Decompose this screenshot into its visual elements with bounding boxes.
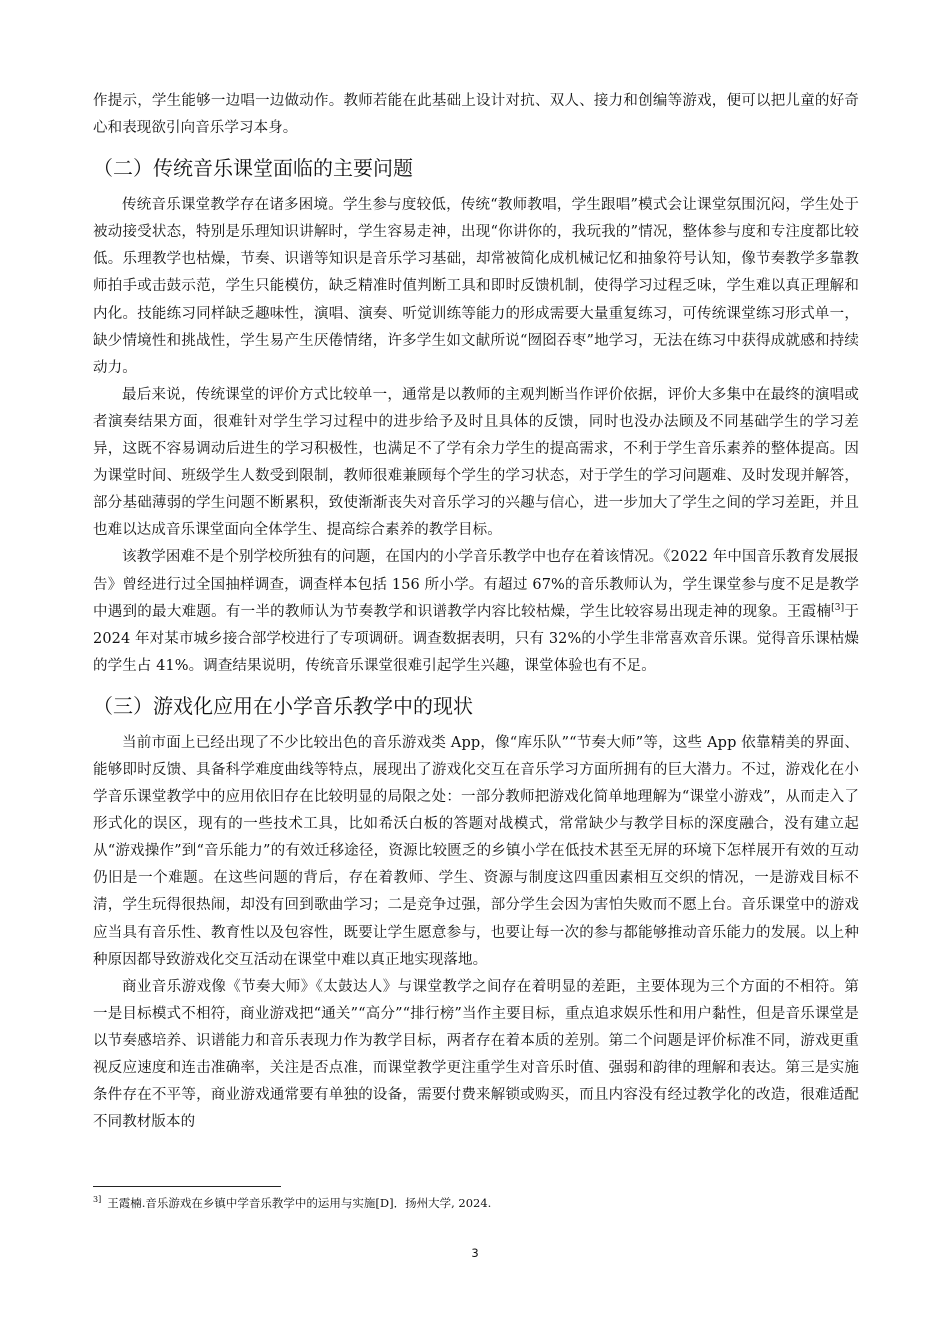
footnote-separator bbox=[93, 1186, 281, 1187]
body-text bbox=[93, 88, 859, 1136]
section-heading-3: （三）游戏化应用在小学音乐教学中的现状 bbox=[93, 693, 473, 718]
footnote-text: 王霞楠.音乐游戏在乡镇中学音乐教学中的运用与实施[D]．扬州大学, 2024. bbox=[107, 1196, 492, 1210]
footnote-reference[interactable]: [3] bbox=[831, 602, 845, 613]
section-heading-2: （二）传统音乐课堂面临的主要问题 bbox=[93, 156, 413, 181]
footnote bbox=[93, 1194, 859, 1212]
paragraph-status: 当前市面上已经出现了不少比较出色的音乐游戏类 App，像“库乐队”“节奏大师”等，这些 App 依靠精美的界面、能够即时反馈、具备科学难度曲线等特点，展现出了游戏化交互在音乐学习方面所拥有的巨大潜力。不过，游戏化在小学音乐课堂教学中的应用依旧存在比较明显的局限之处：一部分教师把游戏化简单地理解为“课堂小游戏”，从而走入了形式化的误区，现有的一些技术工具，比如希沃白板的答题对战模式，常常缺少与教学目标的深度融合，没有建立起从“游戏操作”到“音乐能力”的有效迁移途径，资源比较匮乏的乡镇小学在低技术甚至无屏的环境下怎样展开有效的互动仍旧是一个难题。在这些问题的背后，存在着教师、学生、资源与制度这四重因素相互交织的情况，一是游戏目标不清，学生玩得很热闹，却没有回到歌曲学习；二是竞争过强，部分学生会因为害怕失败而不愿上台。音乐课堂中的游戏应当具有音乐性、教育性以及包容性，既要让学生愿意参与，也要让每一次的参与都能够推动音乐能力的发展。以上种种原因都导致游戏化交互活动在课堂中难以真正地实现落地。 bbox=[93, 734, 859, 968]
survey-text-part2: 于 2024 年对某市城乡接合部学校进行了专项调研。调查数据表明，只有 32%的小学生非常喜欢音乐课。觉得音乐课枯燥的学生占 41%。调查结果说明，传统音乐课堂很难引起学生兴趣，课堂体验也有不足。 bbox=[93, 603, 859, 674]
paragraph-evaluation: 最后来说，传统课堂的评价方式比较单一，通常是以教师的主观判断当作评价依据，评价大多集中在最终的演唱或者演奏结果方面，很难针对学生学习过程中的进步给予及时且具体的反馈，同时也没办法顾及不同基础学生的学习差异，这既不容易调动后进生的学习积极性，也满足不了学有余力学生的提高需求，不利于学生音乐素养的整体提高。因为课堂时间、班级学生人数受到限制，教师很难兼顾每个学生的学习状态，对于学生的学习问题难、及时发现并解答，部分基础薄弱的学生问题不断累积，致使渐渐丧失对音乐学习的兴趣与信心，进一步加大了学生之间的学习差距，并且也难以达成音乐课堂面向全体学生、提高综合素养的教学目标。 bbox=[93, 386, 859, 539]
paragraph-continued: 作提示，学生能够一边唱一边做动作。教师若能在此基础上设计对抗、双人、接力和创编等游戏，便可以把儿童的好奇心和表现欲引向音乐学习本身。 bbox=[93, 93, 859, 137]
footnote-marker: 3] bbox=[93, 1195, 102, 1205]
paragraph-problems-intro: 传统音乐课堂教学存在诸多困境。学生参与度较低，传统“教师教唱，学生跟唱”模式会让课堂氛围沉闷，学生处于被动接受状态，特别是乐理知识讲解时，学生容易走神，出现“你讲你的，我玩我的”情况，整体参与度和专注度都比较低。乐理教学也枯燥，节奏、识谱等知识是音乐学习基础，却常被简化成机械记忆和抽象符号认知，像节奏教学多靠教师拍手或击鼓示范，学生只能模仿，缺乏精准时值判断工具和即时反馈机制，使得学习过程乏味，学生难以真正理解和内化。技能练习同样缺乏趣味性，演唱、演奏、听觉训练等能力的形成需要大量重复练习，可传统课堂练习形式单一，缺少情境性和挑战性，学生易产生厌倦情绪，许多学生如文献所说“囫囵吞枣”地学习，无法在练习中获得成就感和持续动力。 bbox=[93, 197, 859, 376]
survey-text-part1: 该教学困难不是个别学校所独有的问题，在国内的小学音乐教学中也存在着该情况。《2022 年中国音乐教育发展报告》曾经进行过全国抽样调查，调查样本包括 156 所小学。有超过 67%的音乐教师认为，学生课堂参与度不足是教学中遇到的最大难题。有一半的教师认为节奏教学和识谱教学内容比较枯燥，学生比较容易出现走神的现象。王霞楠 bbox=[93, 549, 859, 620]
paragraph-commercial-games: 商业音乐游戏像《节奏大师》《太鼓达人》与课堂教学之间存在着明显的差距，主要体现为三个方面的不相符。第一是目标模式不相符，商业游戏把“通关”“高分”“排行榜”当作主要目标，重点追求娱乐性和用户黏性，但是音乐课堂是以节奏感培养、识谱能力和音乐表现力作为教学目标，两者存在着本质的差别。第二个问题是评价标准不同，游戏更重视反应速度和连击准确率，关注是否点准，而课堂教学更注重学生对音乐时值、强弱和韵律的理解和表达。第三是实施条件存在不平等，商业游戏通常要有单独的设备，需要付费来解锁或购买，而且内容没有经过教学化的改造，很难适配不同教材版本的 bbox=[93, 978, 859, 1131]
page-number: 3 bbox=[471, 1246, 479, 1260]
paragraph-survey bbox=[93, 544, 859, 679]
